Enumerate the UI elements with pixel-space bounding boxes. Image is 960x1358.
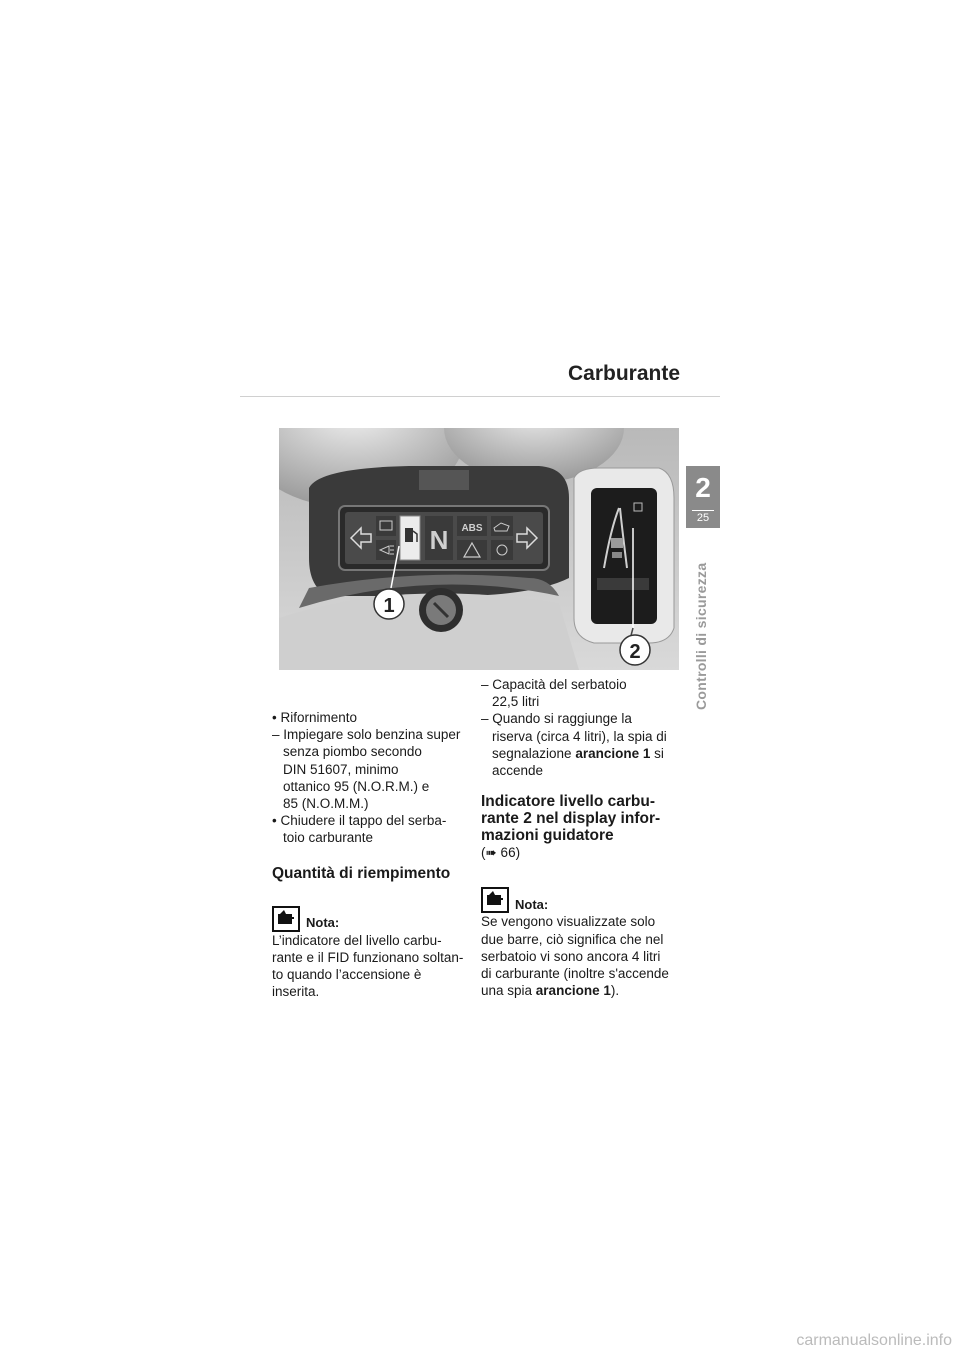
dash-fuel-type (272, 726, 472, 812)
dash-fuel-type-line2: senza piombo secondo (283, 744, 422, 760)
dash-tank-capacity-line2: 22,5 litri (492, 694, 540, 710)
heading-line3: mazioni guidatore (481, 827, 614, 845)
note-text-right (481, 913, 686, 999)
driver-info-display (591, 488, 657, 624)
orange-light-ref: arancione 1 (575, 745, 651, 761)
text-column-right (481, 676, 686, 999)
note-label: Nota: (515, 897, 549, 913)
note-text (272, 932, 472, 1001)
dash-fuel-type-line3: DIN 51607, minimo (283, 761, 399, 777)
dash-reserve (481, 710, 686, 779)
page-title: Carburante (567, 362, 680, 385)
section-side-label: Controlli di sicurezza (693, 562, 709, 710)
chapter-number: 2 (695, 472, 711, 503)
dash-reserve-line3-end: si (650, 745, 664, 761)
chapter-tab-divider (692, 510, 714, 511)
abs-indicator: ABS (461, 523, 483, 534)
neutral-indicator: N (429, 525, 449, 555)
dash-reserve-line3-text: segnalazione (492, 745, 576, 761)
bullet-close-cap (272, 812, 472, 846)
callout-1-label: 1 (383, 595, 395, 617)
note-text-line2: rante e il FID funzionano soltan- (272, 949, 464, 965)
note-right-line3: serbatoio vi sono ancora 4 litri (481, 948, 661, 964)
dash-tank-capacity-line1: – Capacità del serbatoio (481, 677, 627, 692)
dash-fuel-type-line4: ottanico 95 (N.O.R.M.) e (283, 778, 430, 794)
page-reference: (➠ 66) (481, 845, 521, 861)
note-right-line4: di carburante (inoltre s'accende (481, 966, 669, 982)
note-text-line1: L’indicatore del livello carbu- (272, 932, 442, 948)
bullet-refuelling: • Rifornimento (272, 710, 358, 725)
note-text-line3: to quando l’accensione è (272, 967, 422, 983)
watermark-link[interactable]: carmanualsonline.info (796, 1332, 952, 1349)
dash-fuel-type-line1: – Impiegare solo benzina super (272, 727, 461, 743)
note-right-line5-text: una spia (481, 983, 536, 999)
dash-fuel-type-line5: 85 (N.O.M.M.) (283, 796, 369, 812)
heading-fill-quantity: Quantità di riempimento (272, 864, 451, 882)
dash-tank-capacity (481, 676, 686, 710)
note-text-line4: inserita. (272, 984, 320, 1000)
text-column-left (272, 709, 472, 1000)
bullet-close-cap-line1: • Chiudere il tappo del serba- (272, 813, 447, 829)
orange-light-ref-2: arancione 1 (535, 983, 611, 999)
heading-fuel-level-indicator (481, 793, 686, 844)
callout-2-label: 2 (629, 641, 641, 663)
dash-reserve-line2: riserva (circa 4 litri), la spia di (492, 728, 667, 744)
title-divider (240, 396, 720, 397)
dashboard-photo (279, 428, 679, 670)
note-right-line5 (481, 982, 686, 999)
page-number: 25 (696, 512, 710, 524)
dash-reserve-line1: – Quando si raggiunge la (481, 711, 632, 727)
bullet-close-cap-line2: toio carburante (283, 830, 374, 846)
heading-line2: rante 2 nel display infor- (481, 810, 661, 828)
chapter-tab (686, 466, 720, 528)
note-right-line5-end: ). (610, 983, 620, 999)
note-right-line2: due barre, ciò significa che nel (481, 931, 664, 947)
note-icon (481, 887, 509, 913)
heading-line1: Indicatore livello carbu- (481, 793, 655, 811)
note-label: Nota: (306, 915, 340, 931)
dash-reserve-line3 (481, 745, 686, 762)
note-header-right (481, 887, 686, 913)
note-header (272, 906, 472, 932)
dash-reserve-line4: accende (492, 763, 544, 779)
fuel-pump-icon (405, 528, 413, 542)
note-right-line1: Se vengono visualizzate solo (481, 914, 656, 930)
note-icon (272, 906, 300, 932)
